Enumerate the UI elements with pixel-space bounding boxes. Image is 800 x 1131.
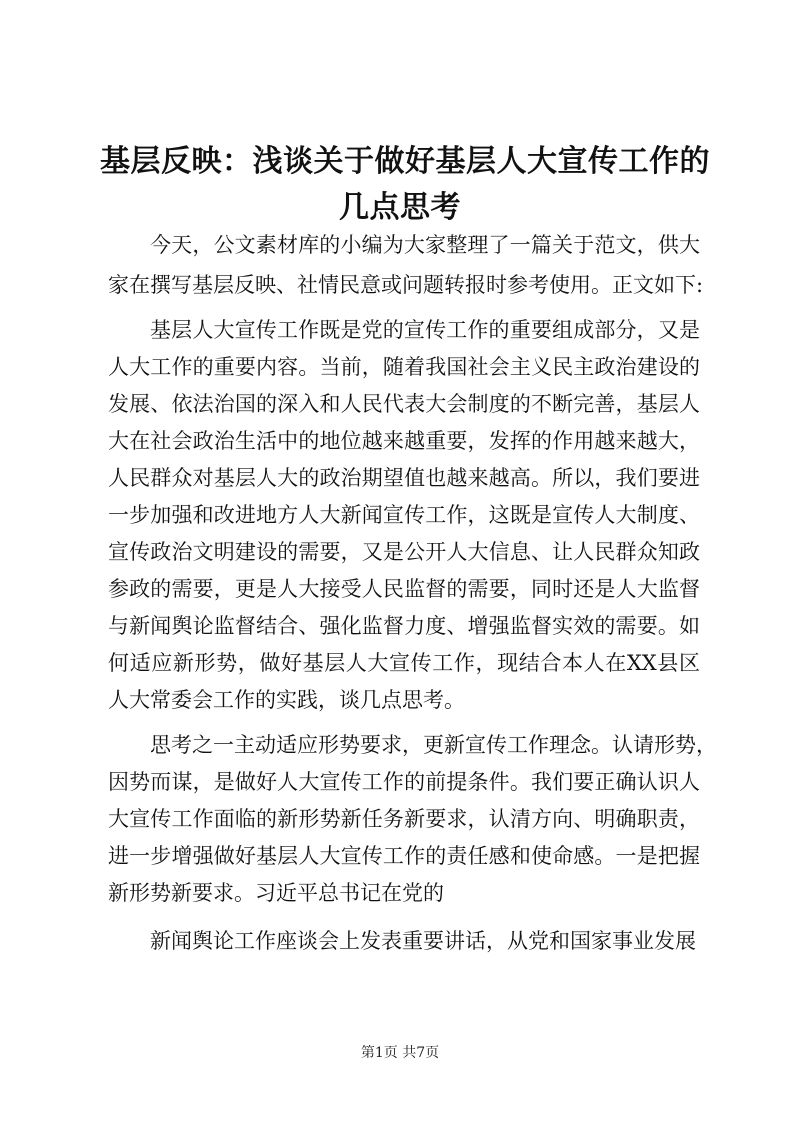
paragraph-line: 思考之一主动适应形势要求，更新宣传工作理念。认请形势， bbox=[150, 733, 717, 757]
document-title-line-1: 基层反映：浅谈关于做好基层人大宣传工作的 bbox=[100, 144, 710, 179]
paragraph-line: 新闻舆论工作座谈会上发表重要讲话，从党和国家事业发展 bbox=[150, 929, 696, 953]
paragraph-line: 今天，公文素材库的小编为大家整理了一篇关于范文，供大 bbox=[150, 233, 700, 257]
paragraph-line: 大宣传工作面临的新形势新任务新要求，认清方向、明确职责， bbox=[108, 807, 700, 831]
paragraph-line: 发展、依法治国的深入和人民代表大会制度的不断完善，基层人 bbox=[108, 392, 700, 416]
paragraph-line: 与新闻舆论监督结合、强化监督力度、增强监督实效的需要。如 bbox=[108, 614, 700, 638]
paragraph-line: 参政的需要，更是人大接受人民监督的需要，同时还是人大监督 bbox=[108, 577, 700, 601]
paragraph-line: 何适应新形势，做好基层人大宣传工作，现结合本人在XX县区 bbox=[108, 651, 700, 675]
document-title-line-2: 几点思考 bbox=[339, 190, 461, 225]
paragraph-line: 进一步增强做好基层人大宣传工作的责任感和使命感。一是把握 bbox=[108, 844, 700, 868]
paragraph-line: 基层人大宣传工作既是党的宣传工作的重要组成部分，又是 bbox=[150, 318, 700, 342]
paragraph-line: 人大工作的重要内容。当前，随着我国社会主义民主政治建设的 bbox=[108, 355, 700, 379]
paragraph-line: 一步加强和改进地方人大新闻宣传工作，这既是宣传人大制度、 bbox=[108, 503, 700, 527]
page-number-footer: 第1页 共7页 bbox=[360, 1045, 440, 1061]
paragraph-line: 因势而谋，是做好人大宣传工作的前提条件。我们要正确认识人 bbox=[108, 770, 700, 794]
paragraph-line: 大在社会政治生活中的地位越来越重要，发挥的作用越来越大， bbox=[108, 429, 700, 453]
paragraph-line: 人大常委会工作的实践，谈几点思考。 bbox=[108, 688, 465, 712]
paragraph-line: 新形势新要求。习近平总书记在党的 bbox=[108, 881, 444, 905]
paragraph-line: 人民群众对基层人大的政治期望值也越来越高。所以，我们要进 bbox=[108, 466, 700, 490]
paragraph-line: 家在撰写基层反映、社情民意或问题转报时参考使用。正文如下: bbox=[108, 273, 704, 297]
paragraph-line: 宣传政治文明建设的需要，又是公开人大信息、让人民群众知政 bbox=[108, 540, 700, 564]
